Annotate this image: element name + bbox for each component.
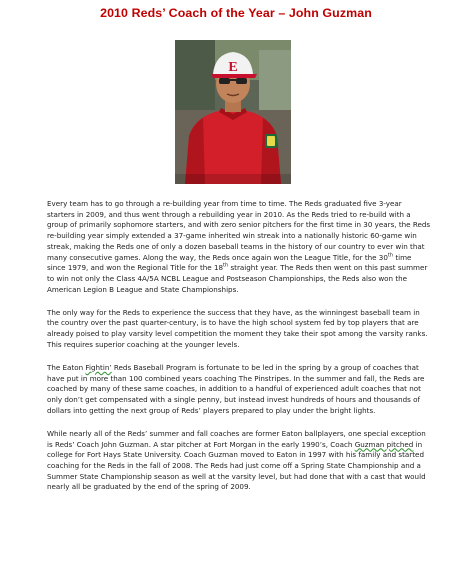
paragraph-text: Every team has to go through a re-building year from time to time. The Reds graduated five 3-year starters in 2009, and thus went through a rebuilding year in 2010. As the Reds tried to re-build with a group of primarily sophomore starters, and with zero senior pitchers for the first time in 30 years, the Reds re-building year simply extended a 37-game inherited win streak into a nationally historic 60-game win streak, making the Reds one of only a dozen baseball teams in the history of our country to ever win that many consecutive games. Along the way, the Reds once again won the League Title, for the 30 [47,199,431,262]
spellcheck-flagged-text: Guzman pitched [354,439,414,449]
paragraph-p1 [47,199,431,295]
cap-logo-letter: E [228,60,238,75]
paragraph-text: in college for Fort Hays State University. Coach Guzman moved to Eaton in 1997 with his family and started coaching for the Reds in the fall of 2008. The Reds had just come off a Spring State Championship and a Summer State Championship season as well at the varsity level, but had done that with a cast that would nearly all be graduated by the end of the spring of 2009. [47,439,426,492]
coach-photo [175,40,291,184]
paragraph-text: While nearly all of the Reds’ summer and fall coaches are former Eaton ballplayers, one special exception is Reds’ Coach John Guzman. A star pitcher at Fort Morgan in the early 1990’s, Coach [47,428,426,449]
superscript-text: th [387,252,394,259]
paragraph-text: straight year. The Reds then went on this past summer to win not only the Class 4A/5A NCBL League and Postseason Championships, the Reds also won the American Legion B League and State Championships. [47,263,428,294]
article-body [47,199,431,505]
superscript-text: th [223,262,229,269]
spellcheck-flagged-text: Fightin’ [85,362,112,372]
paragraph-text: The only way for the Reds to experience the success that they have, as the winningest baseball team in the country over the past quarter-century, is to have the high school system fed by top players that are already poised to play varsity level competition the moment they take their spot among the varsity ranks. This requires superior coaching at the younger levels. [47,307,428,349]
paragraph-text: time since 1979, and won the Regional Title for the 18 [47,252,412,273]
page-title: 2010 Reds’ Coach of the Year – John Guzman [100,6,372,20]
paragraph-p3 [47,363,431,417]
paragraph-text: The Eaton [47,362,86,372]
paragraph-text: Reds Baseball Program is fortunate to be led in the spring by a group of coaches that have put in more than 100 combined years coaching The Pinstripes. In the summer and fall, the Reds are coached by many of these same coaches, in addition to a handful of experienced adult coaches that not only don’t get compensated with a single penny, but instead invest hundreds of hours and thousands of dollars into getting the next group of Reds’ players prepared to play under the bright lights. [47,362,425,415]
paragraph-p4 [47,429,431,493]
paragraph-p2 [47,308,431,351]
